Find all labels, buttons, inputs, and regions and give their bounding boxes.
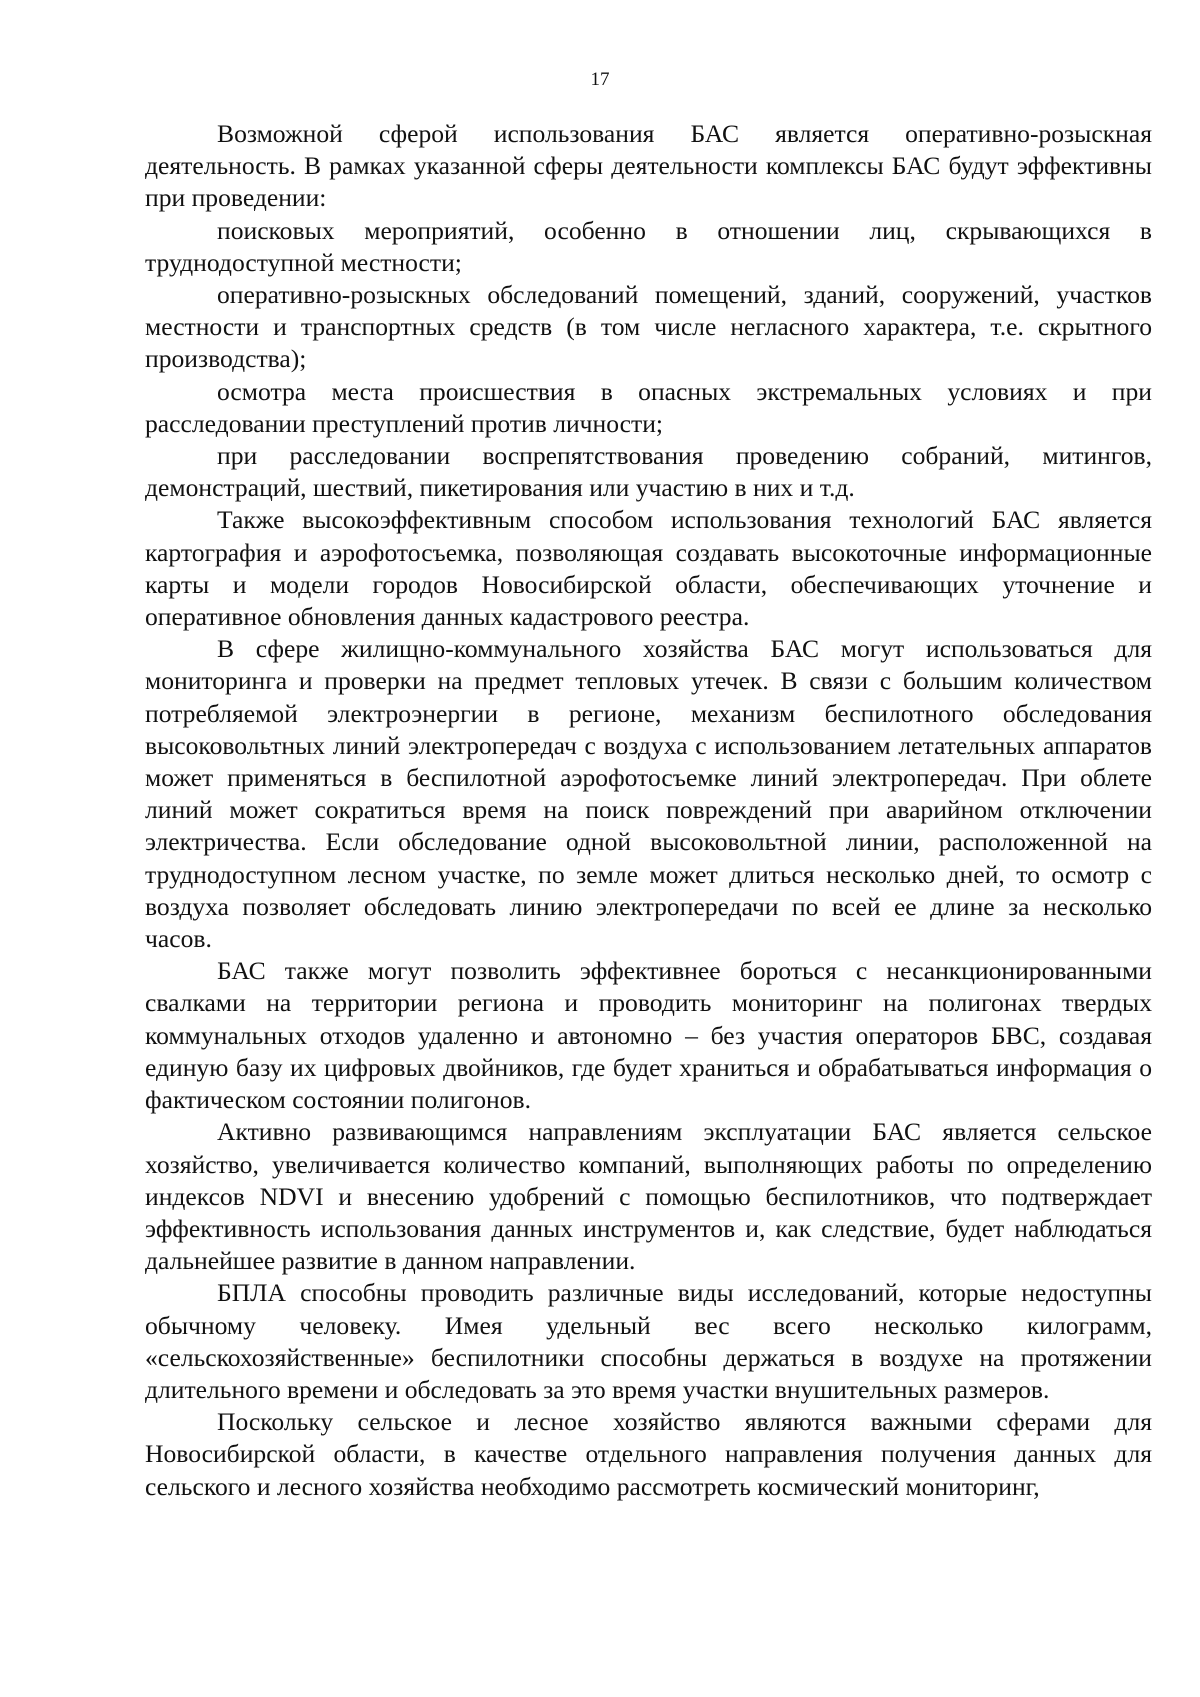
paragraph-5: при расследовании воспрепятствования проведению собраний, митингов, демонстраций, шествий, пикетирования или участию в них и т.д. [145, 441, 1152, 503]
paragraph-9: Активно развивающимся направлениям эксплуатации БАС является сельское хозяйство, увеличивается количество компаний, выполняющих работы по определению индексов NDVI и внесению удобрений с помощью беспилотников, что подтверждает эффективность использования данных инструментов и, как следствие, будет наблюдаться дальнейшее развитие в данном направлении. [145, 1117, 1152, 1276]
document-body [145, 118, 1152, 1503]
paragraph-2: поисковых мероприятий, особенно в отношении лиц, скрывающихся в труднодоступной местности; [145, 215, 1152, 277]
paragraph-10: БПЛА способны проводить различные виды исследований, которые недоступны обычному человеку. Имея удельный вес всего несколько килограмм, «сельскохозяйственные» беспилотники способны держаться в воздухе на протяжении длительного времени и обследовать за это время участки внушительных размеров. [145, 1278, 1152, 1404]
paragraph-1: Возможной сферой использования БАС является оперативно-розыскная деятельность. В рамках указанной сферы деятельности комплексы БАС будут эффективны при проведении: [145, 119, 1152, 213]
paragraph-3: оперативно-розыскных обследований помещений, зданий, сооружений, участков местности и транспортных средств (в том числе негласного характера, т.е. скрытного производства); [145, 280, 1152, 374]
paragraph-4: осмотра места происшествия в опасных экстремальных условиях и при расследовании преступлений против личности; [145, 376, 1152, 438]
paragraph-6: Также высокоэффективным способом использования технологий БАС является картография и аэрофотосъемка, позволяющая создавать высокоточные информационные карты и модели городов Новосибирской области, обеспечивающих уточнение и оперативное обновления данных кадастрового реестра. [145, 505, 1152, 632]
paragraph-8: БАС также могут позволить эффективнее бороться с несанкционированными свалками на территории региона и проводить мониторинг на полигонах твердых коммунальных отходов удаленно и автономно – без участия операторов БВС, создавая единую базу их цифровых двойников, где будет храниться и обрабатываться информация о фактическом состоянии полигонов. [145, 956, 1152, 1115]
paragraph-11: Поскольку сельское и лесное хозяйство являются важными сферами для Новосибирской области, в качестве отдельного направления получения данных для сельского и лесного хозяйства необходимо рассмотреть космический мониторинг, [145, 1407, 1152, 1501]
paragraph-7: В сфере жилищно-коммунального хозяйства БАС могут использоваться для мониторинга и проверки на предмет тепловых утечек. В связи с большим количеством потребляемой электроэнергии в регионе, механизм беспилотного обследования высоковольтных линий электропередач с воздуха с использованием летательных аппаратов может применяться в беспилотной аэрофотосъемке линий электропередач. При облете линий может сократиться время на поиск повреждений при аварийном отключении электричества. Если обследование одной высоковольтной линии, расположенной на труднодоступном лесном участке, по земле может длиться несколько дней, то осмотр с воздуха позволяет обследовать линию электропередачи по всей ее длине за несколько часов. [145, 634, 1152, 954]
page-number: 17 [590, 69, 610, 90]
